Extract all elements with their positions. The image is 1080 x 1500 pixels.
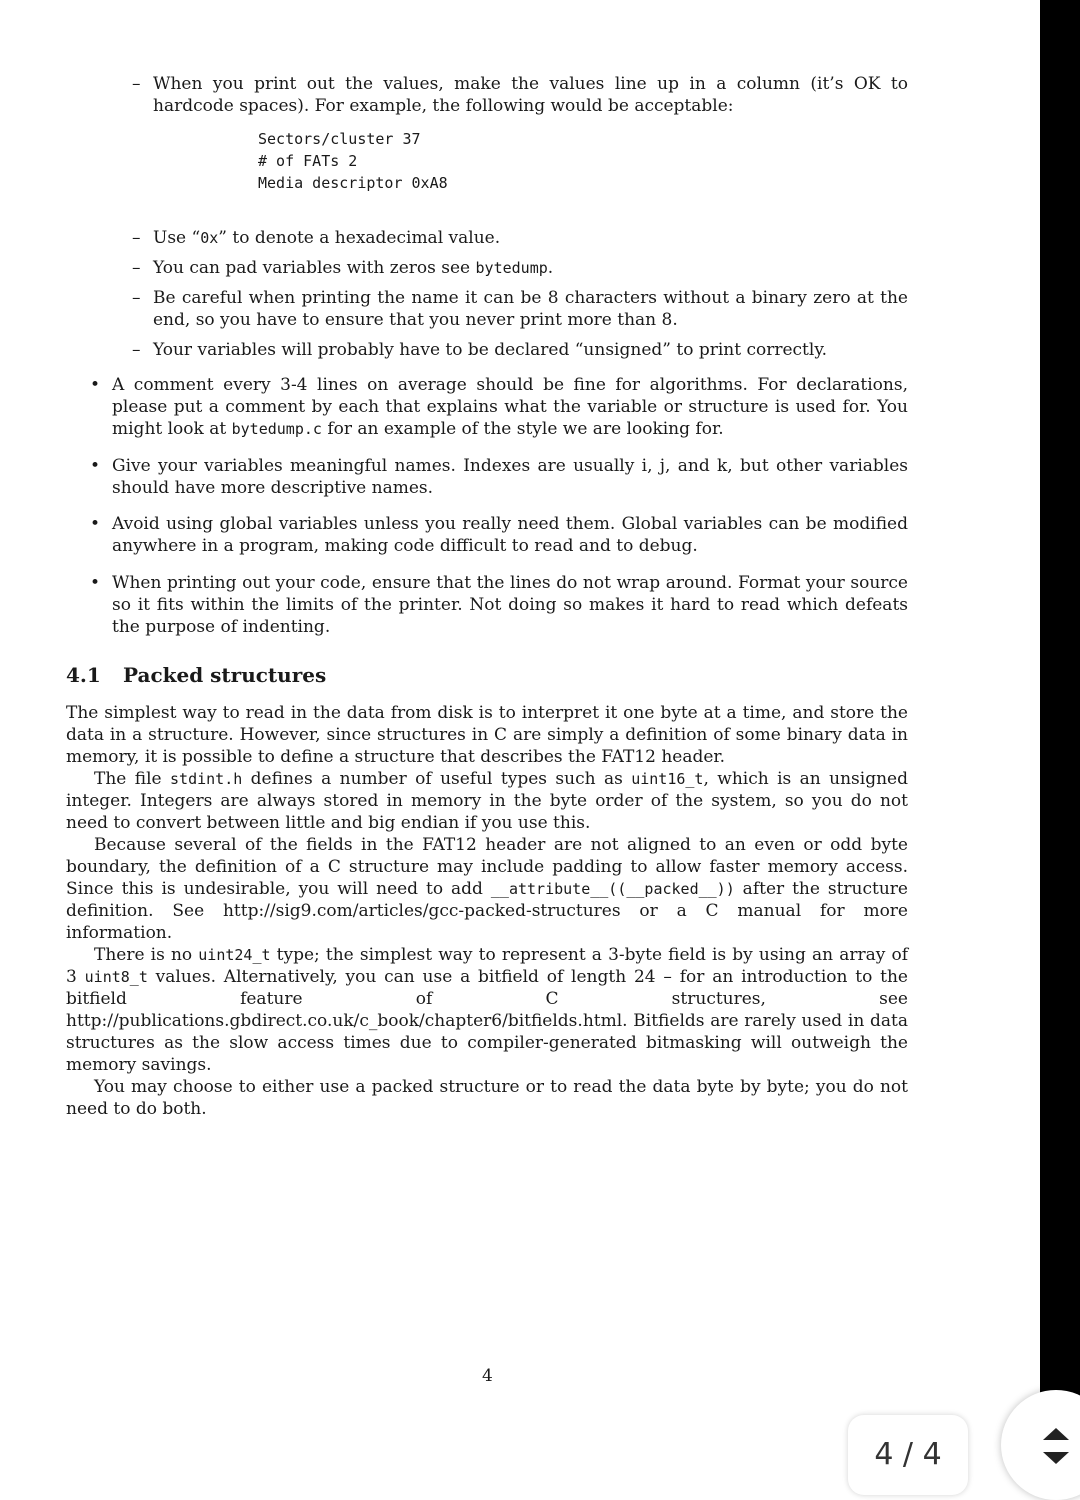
text-span: . bbox=[547, 258, 554, 278]
text-span: There is no bbox=[94, 945, 199, 965]
text-span: values. Alternatively, you can use a bitfield of length 24 – for an introduction to the bitfield feature of C structures, see http://publications.gbdirect.co.uk/c_book/chapter6/bitfields.html. Bitfields are rarely used in data structures as the slow access times due to compiler-generated bitmasking will outweigh the memory savings. bbox=[66, 967, 908, 1075]
section-heading bbox=[66, 663, 326, 687]
code-example bbox=[258, 128, 448, 194]
dash-list bbox=[132, 227, 908, 361]
dash-marker: – bbox=[132, 340, 141, 360]
bullet-text bbox=[112, 513, 908, 557]
dash-item bbox=[132, 73, 908, 117]
bullet-item bbox=[90, 572, 908, 638]
code-span: bytedump.c bbox=[231, 420, 322, 438]
bullet-text bbox=[112, 455, 908, 499]
code-span: __attribute__((__packed__)) bbox=[490, 880, 735, 898]
text-span: You may choose to either use a packed structure or to read the data byte by byte; you do not need to do both. bbox=[66, 1077, 908, 1119]
text-span: Be careful when printing the name it can be 8 characters without a binary zero at the end, so you have to ensure that you never print more than 8. bbox=[153, 288, 908, 330]
paragraph bbox=[66, 768, 908, 834]
bullet-marker: • bbox=[90, 375, 101, 395]
paragraph bbox=[66, 944, 908, 1076]
bullet-item bbox=[90, 513, 908, 557]
dash-list-top bbox=[132, 73, 908, 117]
text-span: defines a number of useful types such as bbox=[242, 769, 632, 789]
text-span: Use “ bbox=[153, 228, 201, 248]
code-span: uint16_t bbox=[631, 770, 704, 788]
text-span: , which is an unsigned integer. Integers are always stored in memory in the byte order of the system, so you do not need to convert between little and big endian if you use this. bbox=[66, 769, 908, 833]
dash-item bbox=[132, 257, 908, 279]
dash-marker: – bbox=[132, 74, 141, 94]
code-line: Sectors/cluster 37 bbox=[258, 130, 421, 148]
dash-marker: – bbox=[132, 288, 141, 308]
paragraph bbox=[66, 834, 908, 944]
section-title: Packed structures bbox=[123, 663, 327, 687]
bullet-text bbox=[112, 374, 908, 440]
bullet-text bbox=[112, 572, 908, 638]
bullet-item bbox=[90, 374, 908, 440]
text-span: Avoid using global variables unless you really need them. Global variables can be modified anywhere in a program, making code difficult to read and to debug. bbox=[112, 514, 908, 556]
section-body bbox=[66, 702, 908, 1120]
text-span: The simplest way to read in the data from disk is to interpret it one byte at a time, and store the data in a structure. However, since structures in C are simply a definition of some binary data in memory, it is possible to define a structure that describes the FAT12 header. bbox=[66, 703, 908, 767]
code-line: Media descriptor 0xA8 bbox=[258, 174, 448, 192]
code-span: bytedump bbox=[475, 259, 548, 277]
text-span: Give your variables meaningful names. Indexes are usually i, j, and k, but other variables should have more descriptive names. bbox=[112, 456, 908, 498]
text-span: When you print out the values, make the values line up in a column (it’s OK to hardcode spaces). For example, the following would be acceptable: bbox=[153, 74, 908, 116]
paragraph bbox=[66, 702, 908, 768]
text-span: You can pad variables with zeros see bbox=[153, 258, 476, 278]
code-span: uint24_t bbox=[198, 946, 271, 964]
dash-item bbox=[132, 227, 908, 249]
paragraph bbox=[66, 1076, 908, 1120]
code-line: # of FATs 2 bbox=[258, 152, 358, 170]
dash-marker: – bbox=[132, 228, 141, 248]
bullet-marker: • bbox=[90, 456, 101, 476]
page-counter: 4 / 4 bbox=[848, 1415, 968, 1495]
up-down-arrows-icon bbox=[1041, 1426, 1071, 1466]
bullet-item bbox=[90, 455, 908, 499]
page-number: 4 bbox=[482, 1366, 493, 1386]
text-span: type; the simplest way to represent a 3-byte field is by using an array of 3 bbox=[66, 945, 908, 987]
text-span: When printing out your code, ensure that the lines do not wrap around. Format your source so it fits within the limits of the printer. Not doing so makes it hard to read which defeats the purpose of indenting. bbox=[112, 573, 908, 637]
dash-item-text bbox=[153, 74, 908, 116]
code-span: stdint.h bbox=[170, 770, 243, 788]
dash-item bbox=[132, 339, 908, 361]
bullet-marker: • bbox=[90, 573, 101, 593]
text-span: Your variables will probably have to be declared “unsigned” to print correctly. bbox=[153, 340, 828, 360]
viewer-scrollbar-track[interactable] bbox=[1040, 0, 1080, 1473]
text-span: Because several of the fields in the FAT12 header are not aligned to an even or odd byte boundary, the definition of a C structure may include padding to allow faster memory access. Since this is undesirable, you will need to add bbox=[66, 835, 908, 899]
dash-item-text bbox=[153, 228, 500, 248]
text-span: after the structure definition. See http://sig9.com/articles/gcc-packed-structures or a C manual for more information. bbox=[66, 879, 908, 943]
dash-item bbox=[132, 287, 908, 331]
section-number: 4.1 bbox=[66, 663, 101, 687]
code-span: uint8_t bbox=[84, 968, 148, 986]
text-span: for an example of the style we are looking for. bbox=[321, 419, 724, 439]
dash-marker: – bbox=[132, 258, 141, 278]
text-span: A comment every 3-4 lines on average should be fine for algorithms. For declarations, please put a comment by each that explains what the variable or structure is used for. You might look at bbox=[112, 375, 908, 439]
dash-item-text bbox=[153, 288, 908, 330]
dash-item-text bbox=[153, 340, 827, 360]
dash-item-text bbox=[153, 258, 553, 278]
code-span: 0x bbox=[200, 229, 219, 247]
bullet-marker: • bbox=[90, 514, 101, 534]
text-span: ” to denote a hexadecimal value. bbox=[218, 228, 501, 248]
text-span: The file bbox=[94, 769, 171, 789]
